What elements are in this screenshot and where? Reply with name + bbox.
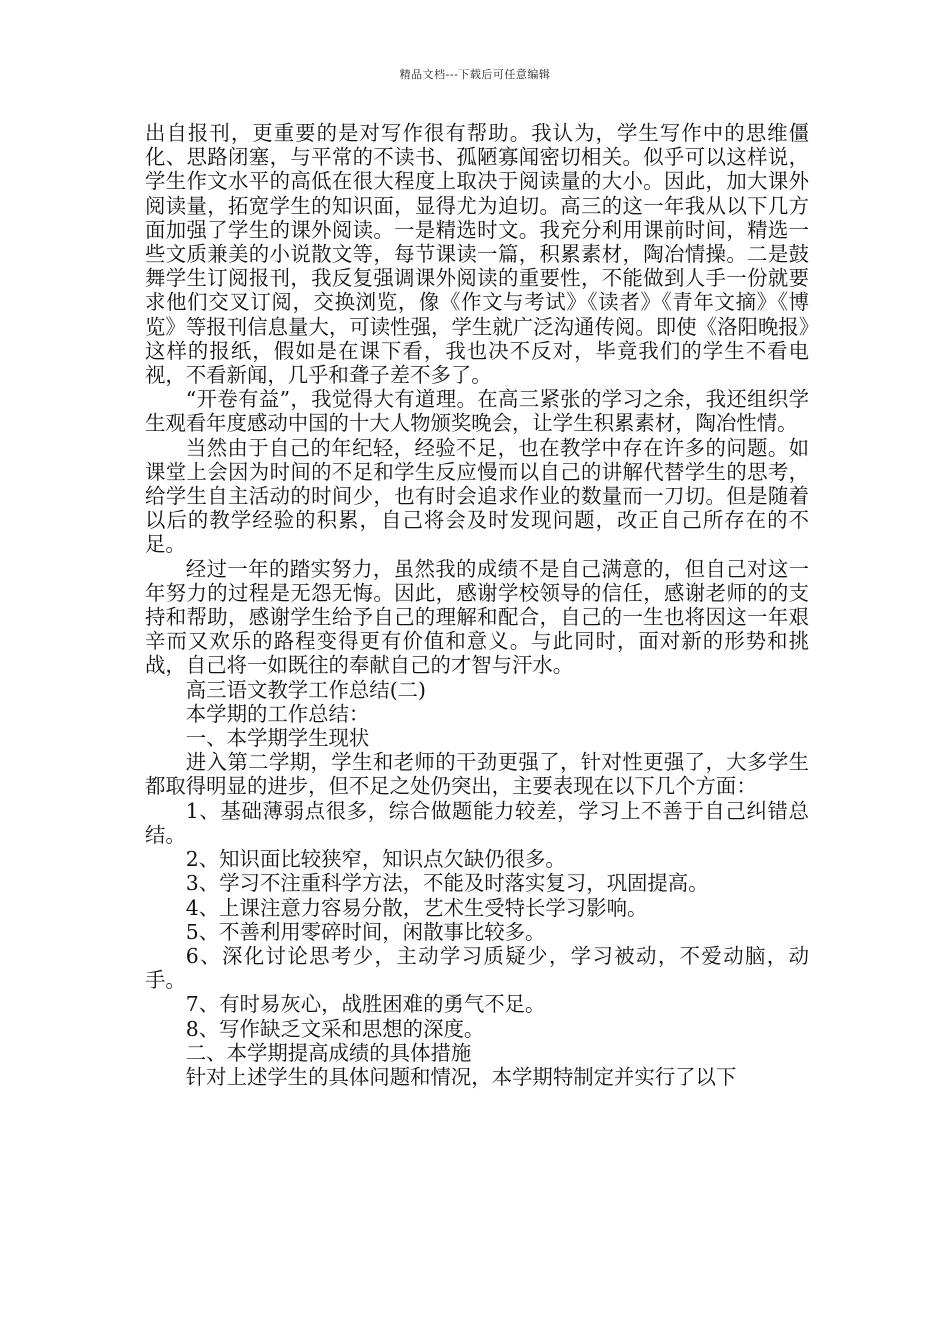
section-title: 高三语文教学工作总结(二) [185,677,427,702]
section-heading: 二、本学期提高成绩的具体措施 [185,1040,472,1065]
paragraph: 出自报刊，更重要的是对写作很有帮助。我认为，学生写作中的思维僵化、思路闭塞，与平常的不读书、孤陋寡闻密切相关。似乎可以这样说，学生作文水平的高低在很大程度上取决于阅读量的大小。因此，加大课外阅读量，拓宽学生的知识面，显得尤为迫切。高三的这一年我从以下几方面加强了学生的课外阅读。一是精选时文。我充分利用课前时间，精选一些文质兼美的小说散文等，每节课读一篇，积累素材，陶冶情操。二是鼓舞学生订阅报刊，我反复强调课外阅读的重要性，不能做到人手一份就要求他们交叉订阅，交换浏览，像《作文与考试》《读者》《青年文摘》《博览》等报刊信息量大，可读性强，学生就广泛沟通传阅。即使《洛阳晚报》这样的报纸，假如是在课下看，我也决不反对，毕竟我们的学生不看电视，不看新闻，几乎和聋子差不多了。 [145,121,809,388]
list-item: 2、知识面比较狭窄，知识点欠缺仍很多。 [185,847,566,872]
page-header-watermark: 精品文档---下载后可任意编辑 [399,68,551,81]
list-item: 1、基础薄弱点很多，综合做题能力较差，学习上不善于自己纠错总结。 [145,798,809,847]
paragraph: 当然由于自己的年纪轻，经验不足，也在教学中存在许多的问题。如课堂上会因为时间的不足和学生反应慢而以自己的讲解代替学生的思考，给学生自主活动的时间少，也有时会追求作业的数量而一刀切。但是随着以后的教学经验的积累，自己将会及时发现问题，改正自己所存在的不足。 [145,435,809,557]
paragraph: 本学期的工作总结： [185,701,370,726]
paragraph: “开卷有益”，我觉得大有道理。在高三紧张的学习之余，我还组织学生观看年度感动中国的十大人物颁奖晚会，让学生积累素材，陶冶性情。 [145,387,809,436]
document-body [145,121,809,1089]
list-item: 4、上课注意力容易分散，艺术生受特长学习影响。 [185,895,648,920]
list-item: 8、写作缺乏文采和思想的深度。 [185,1016,485,1041]
list-item: 5、不善利用零碎时间，闲散事比较多。 [185,919,546,944]
paragraph: 经过一年的踏实努力，虽然我的成绩不是自己满意的，但自己对这一年努力的过程是无怨无悔。因此，感谢学校领导的信任，感谢老师的的支持和帮助，感谢学生给予自己的理解和配合，自己的一生也将因这一年艰辛而又欢乐的路程变得更有价值和意义。与此同时，面对新的形势和挑战，自己将一如既往的奉献自己的才智与汗水。 [145,556,809,678]
paragraph: 进入第二学期，学生和老师的干劲更强了，针对性更强了，大多学生都取得明显的进步，但不足之处仍突出，主要表现在以下几个方面： [145,750,809,799]
paragraph: 针对上述学生的具体问题和情况，本学期特制定并实行了以下 [185,1064,737,1089]
list-item: 3、学习不注重科学方法，不能及时落实复习，巩固提高。 [185,871,709,896]
list-item: 7、有时易灰心，战胜困难的勇气不足。 [185,992,546,1017]
section-heading: 一、本学期学生现状 [185,726,370,751]
list-item: 6、深化讨论思考少，主动学习质疑少，学习被动，不爱动脑，动手。 [145,943,809,993]
